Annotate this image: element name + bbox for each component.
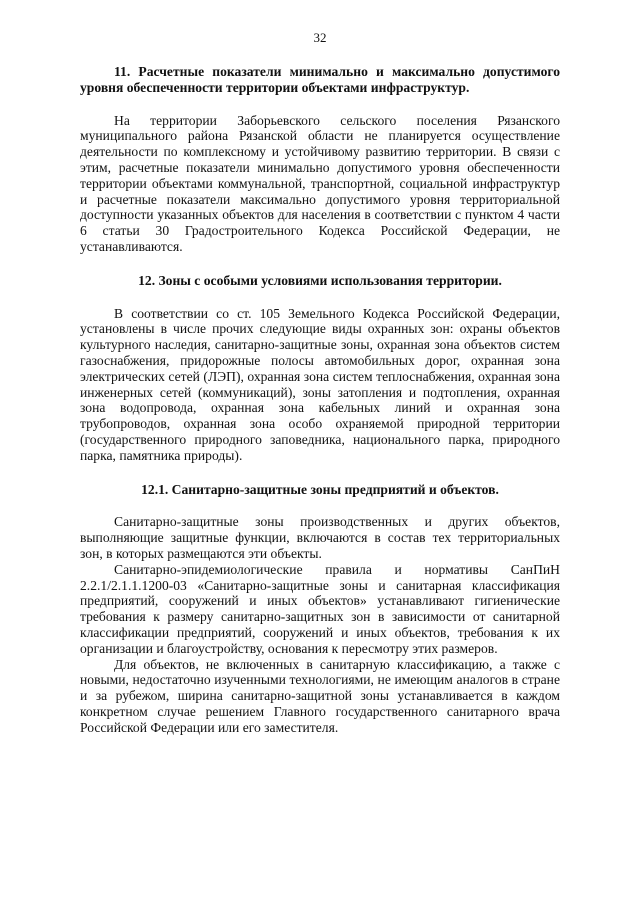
page-number: 32 <box>313 30 327 45</box>
section-12-1-heading: 12.1. Санитарно-защитные зоны предприятий и объектов. <box>141 481 499 497</box>
section-11-paragraph: На территории Заборьевского сельского поселения Рязанского муниципального района Рязанской области не планируется осуществление деятельности по комплексному и устойчивому развитию территории. В связи с этим, расчетные показатели минимально допустимого уровня обеспеченности территории объектами коммунальной, транспортной, социальной инфраструктур и расчетные показатели максимально допустимого уровня территориальной доступности указанных объектов для населения в соответствии с пунктом 4 части 6 статьи 30 Градостроительного Кодекса Российской Федерации, не устанавливаются. <box>80 112 560 254</box>
section-12-1-paragraph-3: Для объектов, не включенных в санитарную классификацию, а также с новыми, недостаточно изученными технологиями, не имеющим аналогов в стране и за рубежом, ширина санитарно-защитной зоны устанавливается в каждом конкретном случае решением Главного государственного санитарного врача Российской Федерации или его заместителя. <box>80 656 560 735</box>
section-12-heading: 12. Зоны с особыми условиями использования территории. <box>138 272 502 288</box>
section-12-paragraph: В соответствии со ст. 105 Земельного Кодекса Российской Федерации, установлены в числе прочих следующие виды охранных зон: охраны объектов культурного наследия, санитарно-защитные зоны, охранная зона объектов систем газоснабжения, придорожные полосы автомобильных дорог, охранная зона электрических сетей (ЛЭП), охранная зона систем теплоснабжения, охранная зона инженерных сетей (коммуникаций), зоны затопления и подтопления, охранная зона водопровода, охранная зона кабельных линий и охранная зона трубопроводов, охранная зона особо охраняемой природной территории (государственного природного заповедника, национального парка, природного парка, памятника природы). <box>80 305 560 463</box>
section-12-1-paragraph-1: Санитарно-защитные зоны производственных и других объектов, выполняющие защитные функции, включаются в состав тех территориальных зон, в которых размещаются эти объекты. <box>80 514 560 561</box>
section-12-1-paragraph-2: Санитарно-эпидемиологические правила и нормативы СанПиН 2.2.1/2.1.1.1200-03 «Санитарно-защитные зоны и санитарная классификация предприятий, сооружений и иных объектов» устанавливают гигиенические требования к размеру санитарно-защитных зон в зависимости от санитарной классификации предприятий, сооружений и иных объектов, требования к их организации и благоустройству, основания к пересмотру этих размеров. <box>80 561 560 656</box>
document-body <box>80 64 560 735</box>
section-11-heading: 11. Расчетные показатели минимально и максимально допустимого уровня обеспеченности территории объектами инфраструктур. <box>80 64 560 95</box>
